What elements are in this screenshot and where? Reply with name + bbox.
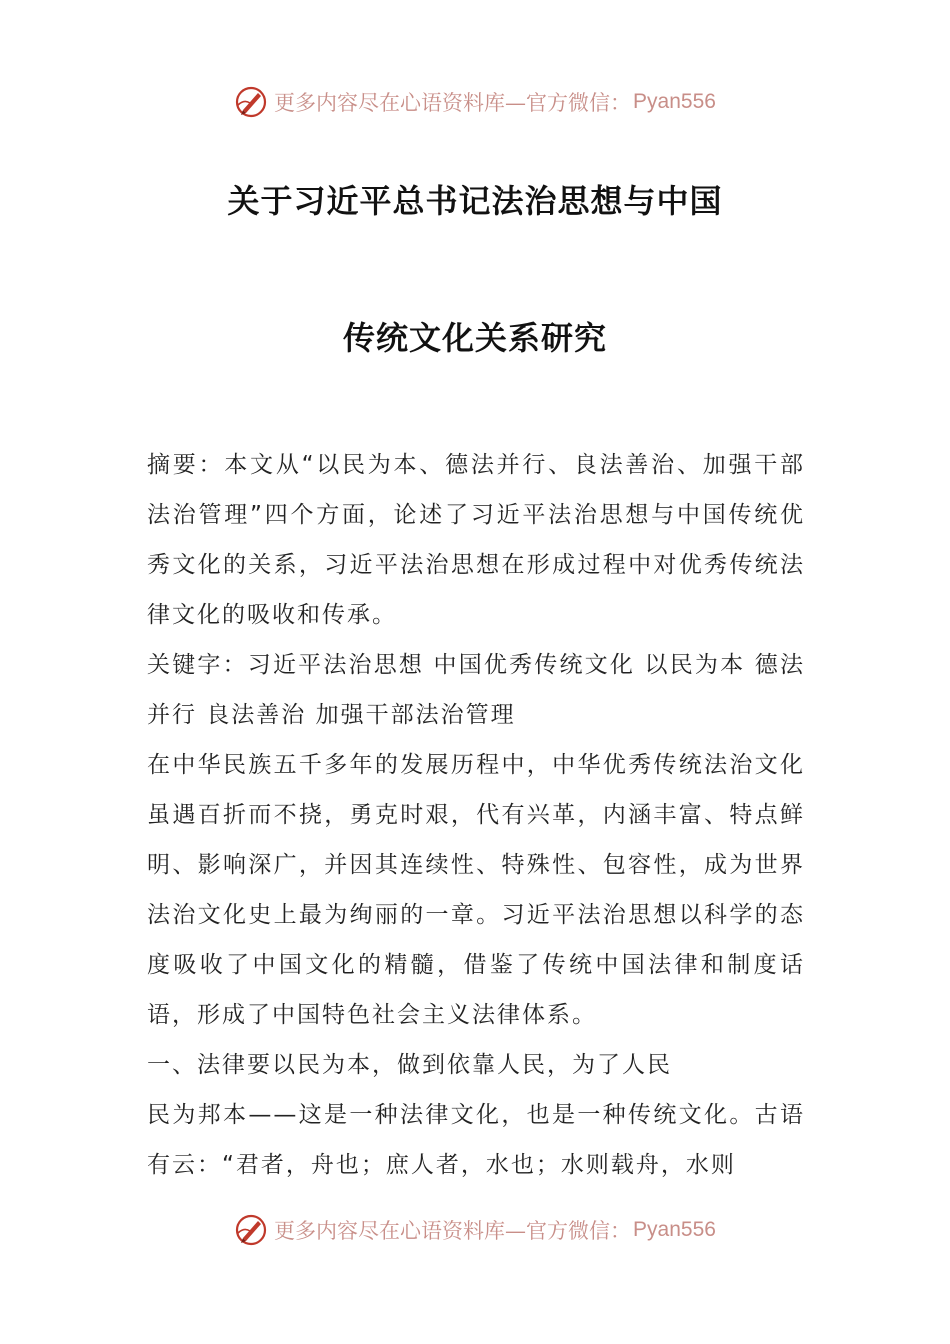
watermark-wechat-id: Pyan556 <box>633 1218 716 1241</box>
abstract-paragraph: 摘要：本文从“以民为本、德法并行、良法善治、加强干部法治管理”四个方面，论述了习近平法治思想与中国传统优秀文化的关系，习近平法治思想在形成过程中对优秀传统法律文化的吸收和传承。 <box>147 452 805 628</box>
pen-in-circle-icon <box>234 1213 268 1247</box>
watermark-text: 更多内容尽在心语资料库—官方微信： <box>274 1219 632 1243</box>
document-title-line-2: 传统文化关系研究 <box>342 319 607 357</box>
watermark-text: 更多内容尽在心语资料库—官方微信： <box>274 91 632 115</box>
document-title-line-1: 关于习近平总书记法治思想与中国 <box>227 182 723 220</box>
keywords-paragraph: 关键字：习近平法治思想 中国优秀传统文化 以民为本 德法并行 良法善治 加强干部法治管理 <box>147 652 805 728</box>
intro-paragraph: 在中华民族五千多年的发展历程中，中华优秀传统法治文化虽遇百折而不挠，勇克时艰，代有兴革，内涵丰富、特点鲜明、影响深广，并因其连续性、特殊性、包容性，成为世界法治文化史上最为绚丽的一章。习近平法治思想以科学的态度吸收了中国文化的精髓，借鉴了传统中国法律和制度话语，形成了中国特色社会主义法律体系。 <box>147 752 805 1028</box>
document-body <box>147 440 805 1190</box>
section-1-paragraph: 民为邦本——这是一种法律文化，也是一种传统文化。古语有云：“君者，舟也；庶人者，水也；水则载舟，水则 <box>147 1102 805 1178</box>
watermark-wechat-id: Pyan556 <box>633 90 716 113</box>
watermark-footer <box>0 1210 950 1250</box>
section-1-heading: 一、法律要以民为本，做到依靠人民，为了人民 <box>147 1052 672 1078</box>
watermark-header <box>0 82 950 122</box>
pen-in-circle-icon <box>234 85 268 119</box>
